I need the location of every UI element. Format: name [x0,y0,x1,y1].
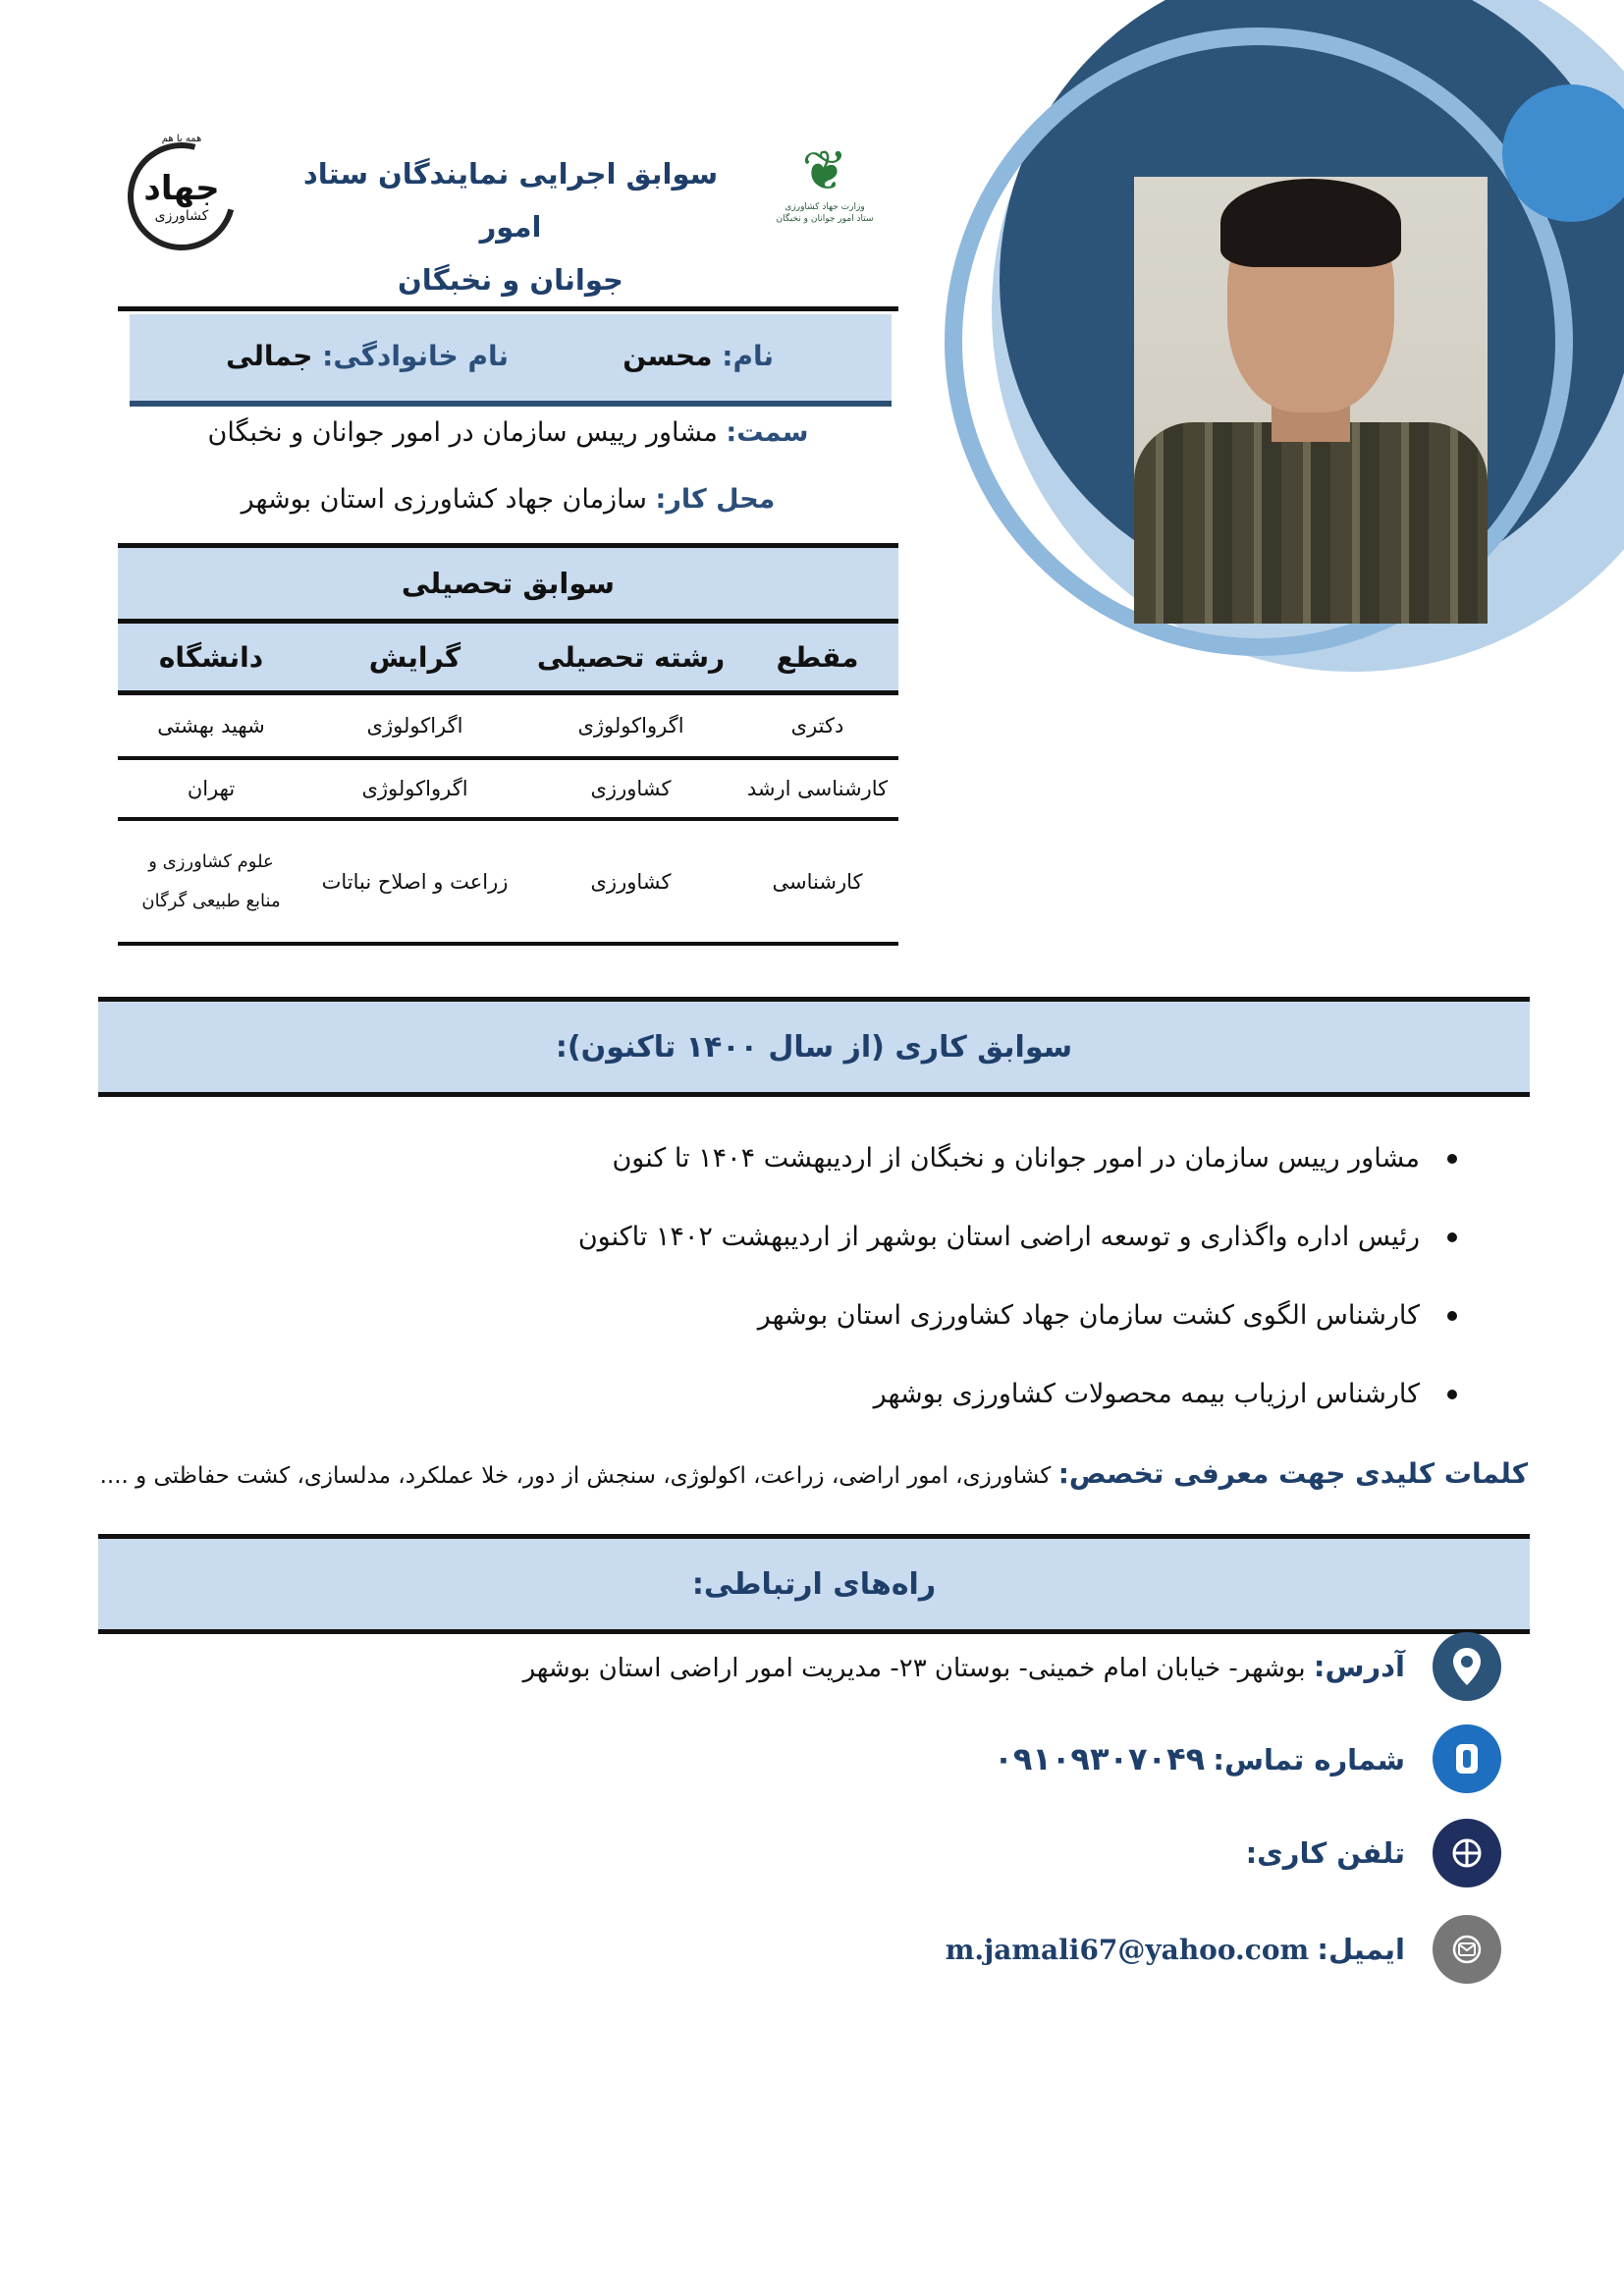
header-university: دانشگاه [158,640,264,674]
globe-icon [1433,1819,1501,1887]
page-title: سوابق اجرایی نمایندگان ستاد امور جوانان و نخبگان [302,157,719,297]
bullet-icon [1447,1390,1457,1399]
phone-number[interactable]: ۰۹۱۰۹۳۰۷۰۴۹ [994,1740,1206,1777]
education-table [118,543,898,946]
jahad-keshavarzi-logo: همه با هم جهاد کشاورزی [123,137,241,255]
list-item: رئیس اداره واگذاری و توسعه اراضی استان بوشهر از اردیبهشت ۱۴۰۲ تاکنون [578,1222,1457,1252]
list-item: مشاور رییس سازمان در امور جوانان و نخبگان از اردیبهشت ۱۴۰۴ تا کنون [612,1143,1457,1174]
name-bar [130,314,892,407]
profile-photo [1134,177,1488,624]
table-row: دکتری اگرواکولوژی اگراکولوژی شهید بهشتی [118,695,898,760]
phone-icon [1433,1724,1501,1793]
bullet-icon [1447,1154,1457,1164]
header-field: رشته تحصیلی [536,640,726,674]
work-history-title: سوابق کاری (از سال ۱۴۰۰ تاکنون): [98,997,1530,1097]
education-header-row [118,624,898,695]
workplace-line: محل کار: سازمان جهاد کشاورزی استان بوشهر [241,484,776,515]
table-row: کارشناسی کشاورزی زراعت و اصلاح نباتات علوم کشاورزی و منابع طبیعی گرگان [118,821,898,946]
address-row: آدرس: بوشهر- خیابان امام خمینی- بوستان ۲۳- مدیریت امور اراضی استان بوشهر [523,1632,1501,1701]
list-item: کارشناس ارزیاب بیمه محصولات کشاورزی بوشهر [874,1379,1457,1409]
contact-title: راه‌های ارتباطی: [98,1534,1530,1634]
location-icon [1433,1632,1501,1701]
email-row: ایمیل: m.jamali67@yahoo.com [946,1915,1501,1984]
ministry-emblem-logo: ❦ وزارت جهاد کشاورزی ستاد امور جوانان و نخبگان [776,139,874,224]
divider [118,306,898,311]
work-phone-row: تلفن کاری: [1246,1819,1501,1887]
header-major: گرایش [368,640,461,674]
bullet-icon [1447,1311,1457,1321]
first-name: نام: محسن [623,340,774,372]
family-name: نام خانوادگی: جمالی [226,340,509,372]
education-title: سوابق تحصیلی [118,543,898,624]
mail-icon [1433,1915,1501,1984]
email-link[interactable]: m.jamali67@yahoo.com [945,1934,1310,1966]
keywords: کلمات کلیدی جهت معرفی تخصص: کشاورزی، امور اراضی، زراعت، اکولوژی، سنجش از دور، خلا عملکرد، مدلسازی، کشت حفاظتی و .... [99,1457,1528,1490]
list-item: کارشناس الگوی کشت سازمان جهاد کشاورزی استان بوشهر [758,1300,1457,1331]
position-line: سمت: مشاور رییس سازمان در امور جوانان و نخبگان [207,417,809,448]
emblem-icon: ❦ [801,139,848,203]
table-row: کارشناسی ارشد کشاورزی اگرواکولوژی تهران [118,760,898,821]
bullet-icon [1447,1232,1457,1242]
phone-row: شماره تماس: ۰۹۱۰۹۳۰۷۰۴۹ [994,1724,1501,1793]
header-degree: مقطع [776,640,859,674]
